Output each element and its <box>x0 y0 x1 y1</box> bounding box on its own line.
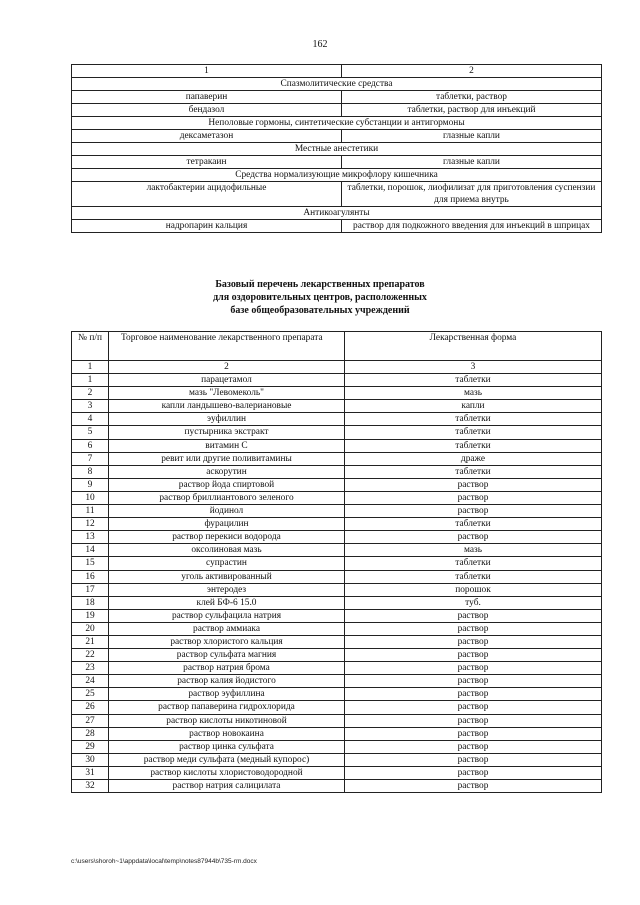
row-number: 7 <box>72 452 109 465</box>
table-row <box>72 91 602 104</box>
drug-name: раствор сульфацила натрия <box>109 609 345 622</box>
row-number: 26 <box>72 701 109 714</box>
drug-name: раствор меди сульфата (медный купорос) <box>109 753 345 766</box>
section-heading <box>0 278 640 317</box>
table-row <box>72 439 602 452</box>
row-number: 12 <box>72 518 109 531</box>
column-number: 1 <box>72 65 342 78</box>
table-row <box>72 518 602 531</box>
drug-name: раствор кислоты никотиновой <box>109 714 345 727</box>
row-number: 32 <box>72 780 109 793</box>
table-row <box>72 400 602 413</box>
row-number: 8 <box>72 465 109 478</box>
drug-form: раствор для подкожного введения для инъекций в шприцах <box>342 220 602 233</box>
drug-form: мазь <box>345 387 602 400</box>
table-row <box>72 426 602 439</box>
drug-name: дексаметазон <box>72 130 342 143</box>
drug-form: раствор <box>345 609 602 622</box>
table-row <box>72 156 602 169</box>
drug-form: раствор <box>345 688 602 701</box>
drug-form: раствор <box>345 701 602 714</box>
drug-name: супрастин <box>109 557 345 570</box>
drug-name: раствор бриллиантового зеленого <box>109 491 345 504</box>
table-row <box>72 478 602 491</box>
row-number: 20 <box>72 622 109 635</box>
row-number: 11 <box>72 505 109 518</box>
drug-form: таблетки <box>345 557 602 570</box>
drug-name: раствор натрия брома <box>109 662 345 675</box>
table-row <box>72 505 602 518</box>
drug-form: туб. <box>345 596 602 609</box>
heading-line-2: для оздоровительных центров, расположенных <box>213 292 427 303</box>
column-number: 1 <box>72 361 109 374</box>
drug-form: глазные капли <box>342 130 602 143</box>
table-row <box>72 374 602 387</box>
drug-form: драже <box>345 452 602 465</box>
row-number: 16 <box>72 570 109 583</box>
column-number: 2 <box>342 65 602 78</box>
column-number-row <box>72 361 602 374</box>
table-row <box>72 570 602 583</box>
table-row <box>72 531 602 544</box>
table-row <box>72 104 602 117</box>
row-number: 24 <box>72 675 109 688</box>
table-row <box>72 635 602 648</box>
drug-form: глазные капли <box>342 156 602 169</box>
drug-name: раствор эуфиллина <box>109 688 345 701</box>
row-number: 1 <box>72 374 109 387</box>
column-number: 2 <box>109 361 345 374</box>
drug-name: раствор новокаина <box>109 727 345 740</box>
table-header-row <box>72 332 602 361</box>
column-number: 3 <box>345 361 602 374</box>
drug-form: раствор <box>345 622 602 635</box>
drug-name: раствор цинка сульфата <box>109 740 345 753</box>
table-row <box>72 714 602 727</box>
row-number: 14 <box>72 544 109 557</box>
section-title: Средства нормализующие микрофлору кишечника <box>72 169 602 182</box>
drug-name: раствор натрия салицилата <box>109 780 345 793</box>
drug-name: ревит или другие поливитамины <box>109 452 345 465</box>
drug-form: порошок <box>345 583 602 596</box>
drug-form: раствор <box>345 635 602 648</box>
page-number: 162 <box>312 39 328 50</box>
drug-name: раствор калия йодистого <box>109 675 345 688</box>
drug-name: раствор папаверина гидрохлорида <box>109 701 345 714</box>
table-row <box>72 609 602 622</box>
drug-form: раствор <box>345 753 602 766</box>
drug-name: пустырника экстракт <box>109 426 345 439</box>
drug-form: таблетки <box>345 426 602 439</box>
row-number: 15 <box>72 557 109 570</box>
row-number: 31 <box>72 766 109 779</box>
drug-form: раствор <box>345 714 602 727</box>
drug-name: аскорутин <box>109 465 345 478</box>
table-row <box>72 780 602 793</box>
table-row <box>72 701 602 714</box>
section-row <box>72 169 602 182</box>
table-row <box>72 544 602 557</box>
header-form: Лекарственная форма <box>345 332 602 361</box>
row-number: 19 <box>72 609 109 622</box>
section-row <box>72 207 602 220</box>
drug-form: раствор <box>345 727 602 740</box>
row-number: 3 <box>72 400 109 413</box>
drug-name: надропарин кальция <box>72 220 342 233</box>
table-row <box>72 675 602 688</box>
heading-line-1: Базовый перечень лекарственных препаратов <box>215 279 425 290</box>
file-path-footer: c:\users\shoroh~1\appdata\local\temp\notes87944b\735-rm.docx <box>71 858 257 865</box>
section-title: Местные анестетики <box>72 143 602 156</box>
column-number-row <box>72 65 602 78</box>
drug-name: бендазол <box>72 104 342 117</box>
drug-form: раствор <box>345 675 602 688</box>
drug-name: лактобактерии ацидофильные <box>72 182 342 207</box>
table-row <box>72 583 602 596</box>
table-row <box>72 182 602 207</box>
table-row <box>72 491 602 504</box>
row-number: 23 <box>72 662 109 675</box>
drug-form: таблетки <box>345 465 602 478</box>
drug-form: раствор <box>345 491 602 504</box>
table-row <box>72 413 602 426</box>
table-row <box>72 557 602 570</box>
drug-name: парацетамол <box>109 374 345 387</box>
table-row <box>72 465 602 478</box>
section-title: Антикоагулянты <box>72 207 602 220</box>
drug-form: таблетки <box>345 374 602 387</box>
section-row <box>72 78 602 91</box>
row-number: 21 <box>72 635 109 648</box>
row-number: 29 <box>72 740 109 753</box>
drug-name: раствор хлористого кальция <box>109 635 345 648</box>
row-number: 30 <box>72 753 109 766</box>
row-number: 13 <box>72 531 109 544</box>
medication-table-continued <box>71 64 602 233</box>
drug-form: таблетки <box>345 413 602 426</box>
row-number: 4 <box>72 413 109 426</box>
row-number: 17 <box>72 583 109 596</box>
drug-name: раствор йода спиртовой <box>109 478 345 491</box>
section-row <box>72 143 602 156</box>
drug-name: капли ландышево-валериановые <box>109 400 345 413</box>
drug-name: энтеродез <box>109 583 345 596</box>
drug-name: раствор сульфата магния <box>109 649 345 662</box>
table-row <box>72 753 602 766</box>
drug-name: йодинол <box>109 505 345 518</box>
row-number: 9 <box>72 478 109 491</box>
drug-name: раствор кислоты хлористоводородной <box>109 766 345 779</box>
drug-name: мазь "Левомеколь" <box>109 387 345 400</box>
row-number: 18 <box>72 596 109 609</box>
drug-name: витамин С <box>109 439 345 452</box>
table-row <box>72 766 602 779</box>
drug-form: таблетки <box>345 570 602 583</box>
table-row <box>72 387 602 400</box>
base-medication-list-table <box>71 331 602 793</box>
drug-name: папаверин <box>72 91 342 104</box>
drug-form: таблетки <box>345 518 602 531</box>
table-row <box>72 662 602 675</box>
row-number: 5 <box>72 426 109 439</box>
drug-name: фурацилин <box>109 518 345 531</box>
drug-name: тетракаин <box>72 156 342 169</box>
table-row <box>72 596 602 609</box>
drug-form: раствор <box>345 740 602 753</box>
row-number: 6 <box>72 439 109 452</box>
row-number: 27 <box>72 714 109 727</box>
section-row <box>72 117 602 130</box>
drug-name: уголь активированный <box>109 570 345 583</box>
drug-name: раствор аммиака <box>109 622 345 635</box>
table-row <box>72 220 602 233</box>
row-number: 2 <box>72 387 109 400</box>
table-row <box>72 727 602 740</box>
section-title: Неполовые гормоны, синтетические субстанции и антигормоны <box>72 117 602 130</box>
drug-form: раствор <box>345 662 602 675</box>
drug-form: раствор <box>345 649 602 662</box>
drug-form: раствор <box>345 766 602 779</box>
drug-form: раствор <box>345 780 602 793</box>
drug-form: таблетки, раствор <box>342 91 602 104</box>
drug-form: таблетки, раствор для инъекций <box>342 104 602 117</box>
header-name: Торговое наименование лекарственного препарата <box>109 332 345 361</box>
drug-form: мазь <box>345 544 602 557</box>
drug-form: таблетки, порошок, лиофилизат для приготовления суспензии для приема внутрь <box>342 182 602 207</box>
heading-line-3: базе общеобразовательных учреждений <box>230 305 410 316</box>
row-number: 25 <box>72 688 109 701</box>
drug-form: раствор <box>345 505 602 518</box>
drug-form: раствор <box>345 478 602 491</box>
row-number: 10 <box>72 491 109 504</box>
drug-form: таблетки <box>345 439 602 452</box>
drug-name: оксолиновая мазь <box>109 544 345 557</box>
drug-form: капли <box>345 400 602 413</box>
drug-name: эуфиллин <box>109 413 345 426</box>
table-row <box>72 130 602 143</box>
drug-form: раствор <box>345 531 602 544</box>
table-row <box>72 452 602 465</box>
table-row <box>72 740 602 753</box>
header-num: № п/п <box>72 332 109 361</box>
table-row <box>72 649 602 662</box>
section-title: Спазмолитические средства <box>72 78 602 91</box>
row-number: 22 <box>72 649 109 662</box>
table-row <box>72 622 602 635</box>
drug-name: клей БФ-6 15.0 <box>109 596 345 609</box>
drug-name: раствор перекиси водорода <box>109 531 345 544</box>
table-row <box>72 688 602 701</box>
row-number: 28 <box>72 727 109 740</box>
